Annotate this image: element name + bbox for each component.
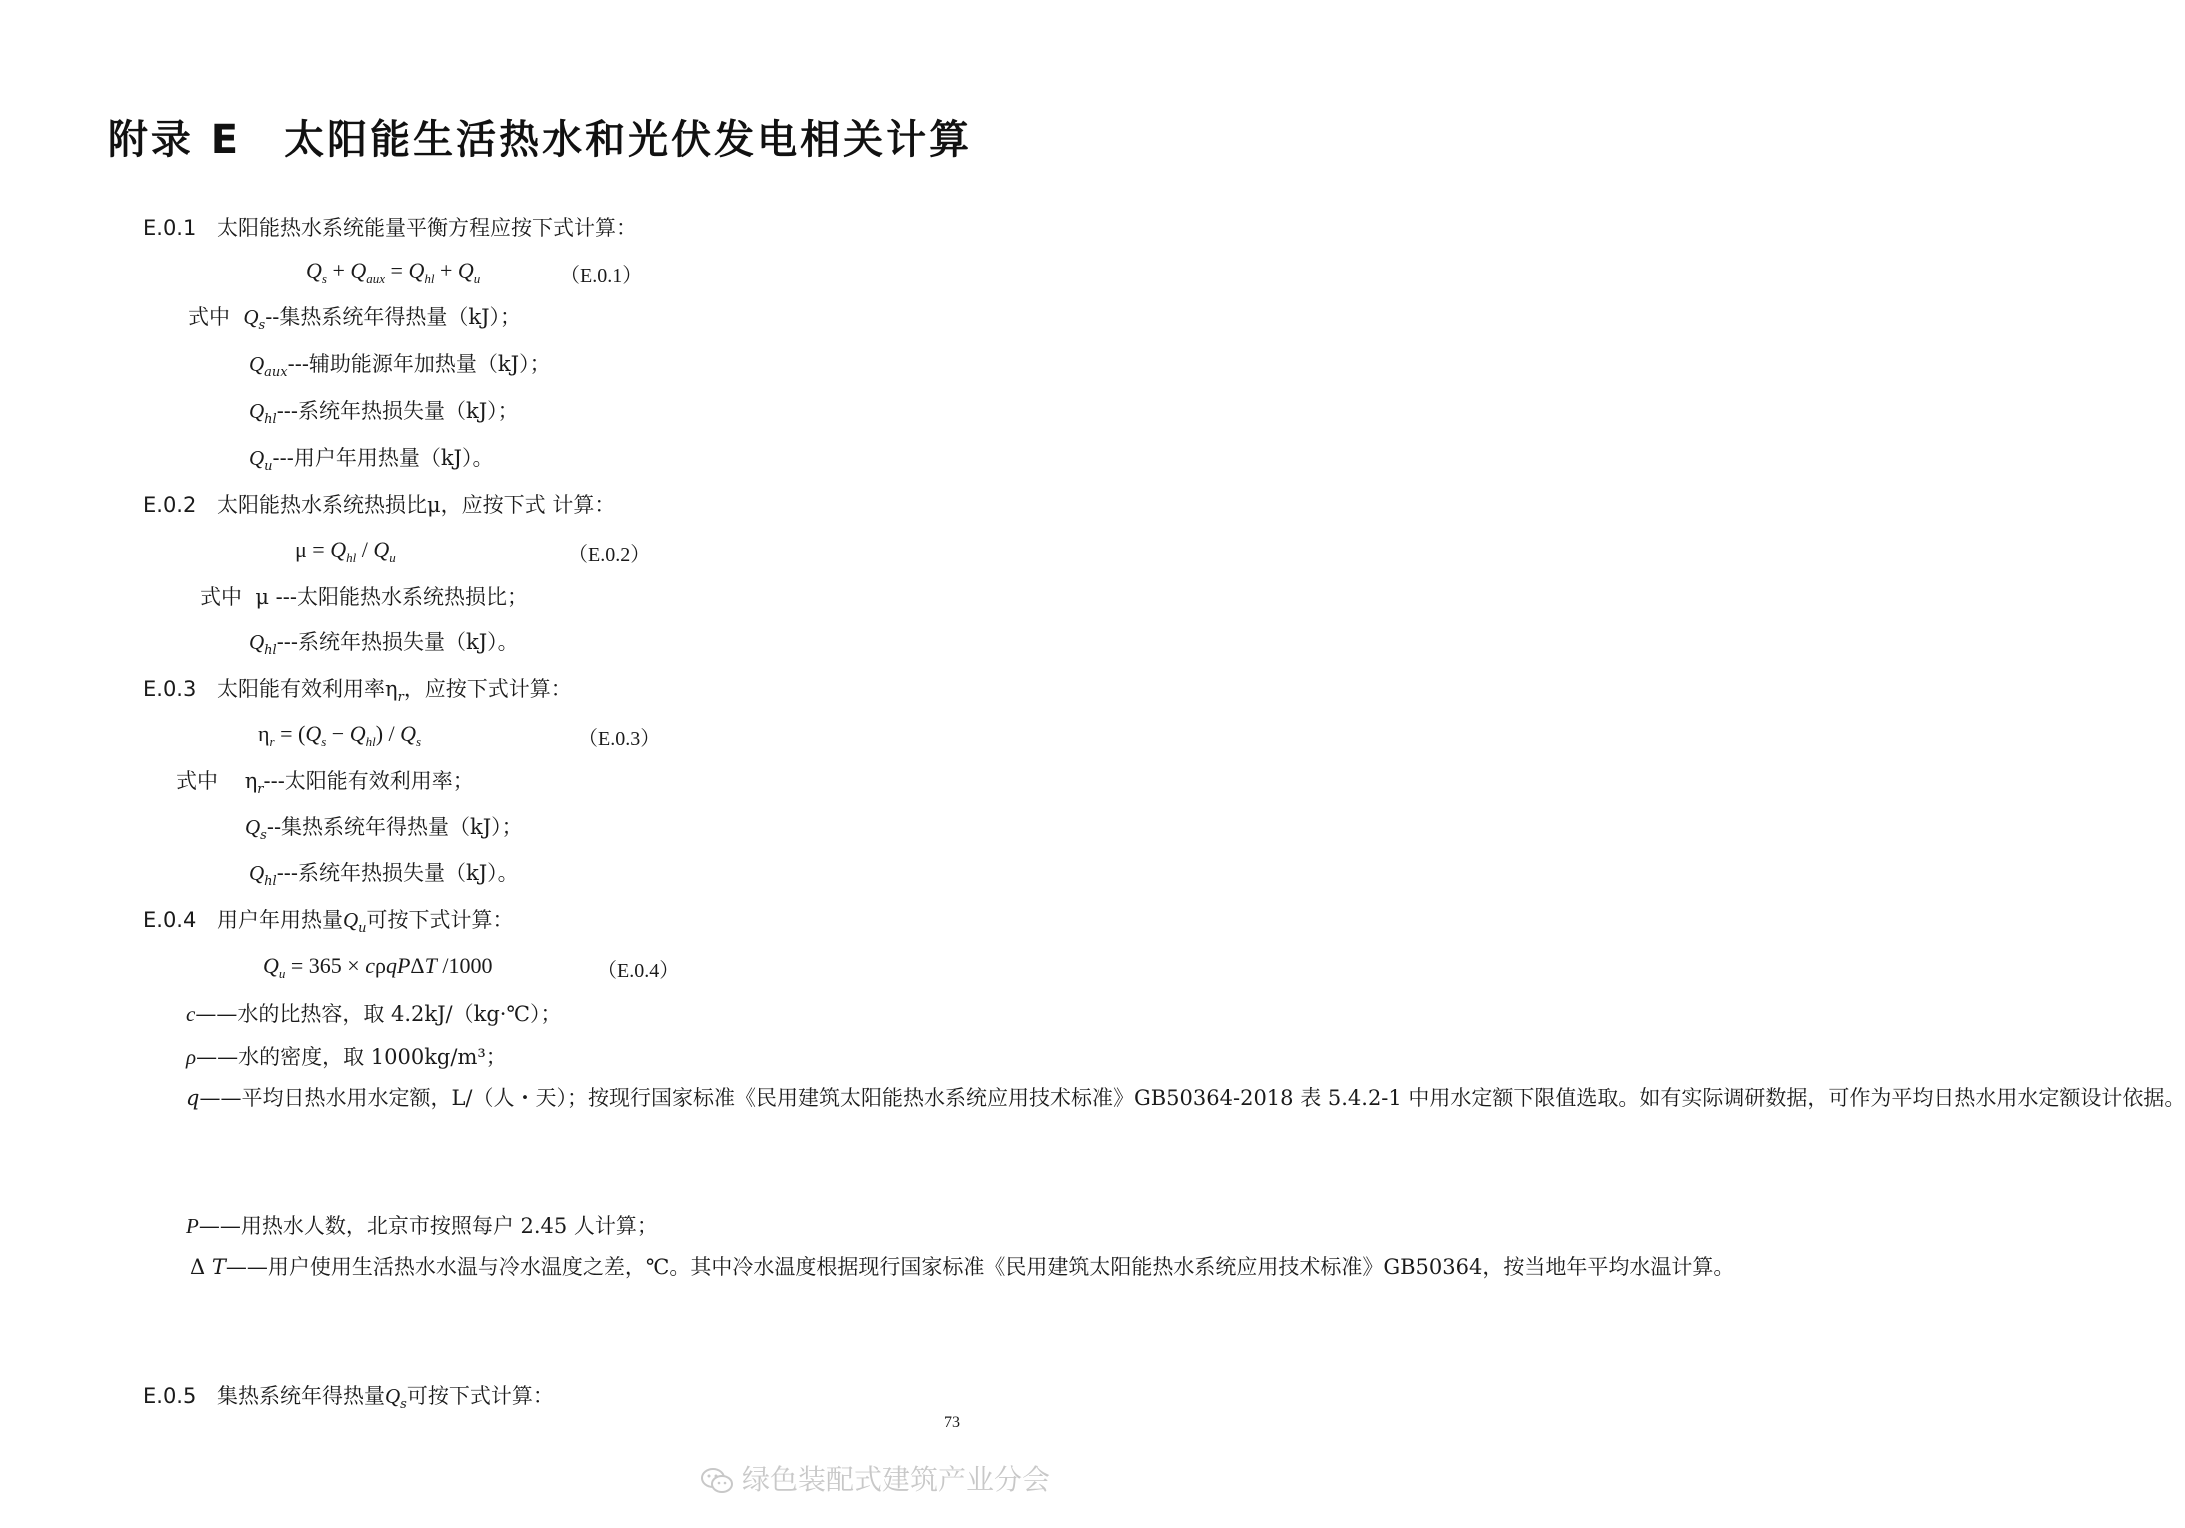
definition-text: ——水的比热容，取 4.2kJ/（kg·℃）； xyxy=(195,1002,562,1026)
watermark-text: 绿色装配式建筑产业分会 xyxy=(742,1463,1051,1496)
definition-text: ——平均日热水用水定额，L/（人・天）；按现行国家标准《民用建筑太阳能热水系统应用技术标准》GB50364-2018 表 5.4.2-1 中用水定额下限值选取。如有实际调研数据，可作为平均日热水用水定额设计依据。 xyxy=(199,1086,2185,1110)
section-e02 xyxy=(143,490,615,520)
page-title: 附录 E 太阳能生活热水和光伏发电相关计算 xyxy=(107,117,973,163)
section-text: 太阳能有效利用率η xyxy=(217,677,398,701)
definition-text: ---系统年热损失量（kJ）。 xyxy=(276,861,519,885)
section-number: E.0.1 xyxy=(143,216,197,240)
equation-number: （E.0.1） xyxy=(560,265,643,287)
section-number: E.0.3 xyxy=(143,677,197,701)
section-text: 太阳能热水系统能量平衡方程应按下式计算： xyxy=(217,216,637,240)
definition-c: c——水的比热容，取 4.2kJ/（kg·℃）； xyxy=(186,1002,562,1026)
watermark xyxy=(700,1458,1050,1498)
equation-number: （E.0.4） xyxy=(597,960,680,982)
definition-qs: $Q_s--$集热系统年得热量（kJ）； xyxy=(245,815,523,843)
section-text: 集热系统年得热量 xyxy=(217,1384,385,1408)
definition-rho: ρ——水的密度，取 1000kg/m³； xyxy=(186,1045,507,1069)
definition-text: ——用户使用生活热水水温与冷水温度之差，℃。其中冷水温度根据现行国家标准《民用建筑太阳能热水系统应用技术标准》GB50364，按当地年平均水温计算。 xyxy=(225,1255,1735,1279)
definition-qhl: $Q_{hl}---$系统年热损失量（kJ）。 xyxy=(249,861,519,889)
definition-text: μ ---太阳能热水系统热损比； xyxy=(255,585,528,609)
section-e05: E.0.5 集热系统年得热量$Q_s$可按下式计算： xyxy=(143,1381,554,1411)
page-number: 73 xyxy=(944,1414,960,1431)
definition-dt: Δ T——用户使用生活热水水温与冷水温度之差，℃。其中冷水温度根据现行国家标准《民用建筑太阳能热水系统应用技术标准》GB50364，按当地年平均水温计算。 xyxy=(190,1255,1735,1279)
definition-qhl: $Q_{hl}---$系统年热损失量（kJ）。 xyxy=(249,630,519,658)
where-label: 式中 xyxy=(200,585,242,609)
section-number: E.0.2 xyxy=(143,493,197,517)
wechat-icon xyxy=(700,1467,734,1495)
definition-qhl: $Q_{hl}---$系统年热损失量（kJ）； xyxy=(249,399,519,427)
section-e03: E.0.3 太阳能有效利用率$\eta_r$，应按下式计算： xyxy=(143,674,572,704)
definition-qs: 式中 $Q_s--$集热系统年得热量（kJ）； xyxy=(188,305,522,333)
definition-p: P——用热水人数，北京市按照每户 2.45 人计算； xyxy=(186,1214,658,1238)
definition-mu xyxy=(200,582,528,612)
definition-text: ——用热水人数，北京市按照每户 2.45 人计算； xyxy=(198,1214,658,1238)
definition-text: ---系统年热损失量（kJ）； xyxy=(276,399,519,423)
section-text: 太阳能热水系统热损比μ，应按下式 计算： xyxy=(217,493,616,517)
section-text: 可按下式计算： xyxy=(366,908,514,932)
equation-number: （E.0.3） xyxy=(578,728,661,750)
section-e01 xyxy=(143,213,637,243)
equation-e04: $Q_u = 365 \times c\rho qP\Delta T$ /1000 xyxy=(263,953,493,981)
definition-qu: $Q_u---$用户年用热量（kJ）。 xyxy=(249,446,494,474)
equation-number: （E.0.2） xyxy=(568,544,651,566)
definition-text: --集热系统年得热量（kJ）； xyxy=(266,815,523,839)
section-text: 用户年用热量 xyxy=(217,908,343,932)
where-label: 式中 xyxy=(176,769,218,793)
definition-q: q——平均日热水用水定额，L/（人・天）；按现行国家标准《民用建筑太阳能热水系统应用技术标准》GB50364-2018 表 5.4.2-1 中用水定额下限值选取。如有实际调研数据，可作为平均日热水用水定额设计依据。 xyxy=(186,1086,2185,1110)
where-label: 式中 xyxy=(188,305,230,329)
equation-e02: $\mu = Q_{hl} / Q_u$ xyxy=(295,537,396,565)
definition-text: ——水的密度，取 1000kg/m³； xyxy=(196,1045,507,1069)
definition-qaux: $Q_{aux}---$辅助能源年加热量（kJ）； xyxy=(249,352,551,380)
definition-text: ---系统年热损失量（kJ）。 xyxy=(276,630,519,654)
equation-e01: $Q_s + Q_{aux} = Q_{hl} + Q_u$ xyxy=(306,258,481,286)
section-e04: E.0.4 用户年用热量$Q_u$可按下式计算： xyxy=(143,905,514,935)
definition-text: ---用户年用热量（kJ）。 xyxy=(272,446,494,470)
definition-text: ---辅助能源年加热量（kJ）； xyxy=(287,352,551,376)
section-number: E.0.5 xyxy=(143,1384,197,1408)
equation-e03: $\eta_r = (Q_s - Q_{hl}) / Q_s$ xyxy=(258,721,422,749)
section-number: E.0.4 xyxy=(143,908,197,932)
section-text: 可按下式计算： xyxy=(406,1384,554,1408)
definition-eta: 式中 $\eta_r---$太阳能有效利用率； xyxy=(176,769,474,797)
definition-text: ---太阳能有效利用率； xyxy=(263,769,474,793)
definition-text: --集热系统年得热量（kJ）； xyxy=(265,305,522,329)
section-text: ，应按下式计算： xyxy=(403,677,572,701)
